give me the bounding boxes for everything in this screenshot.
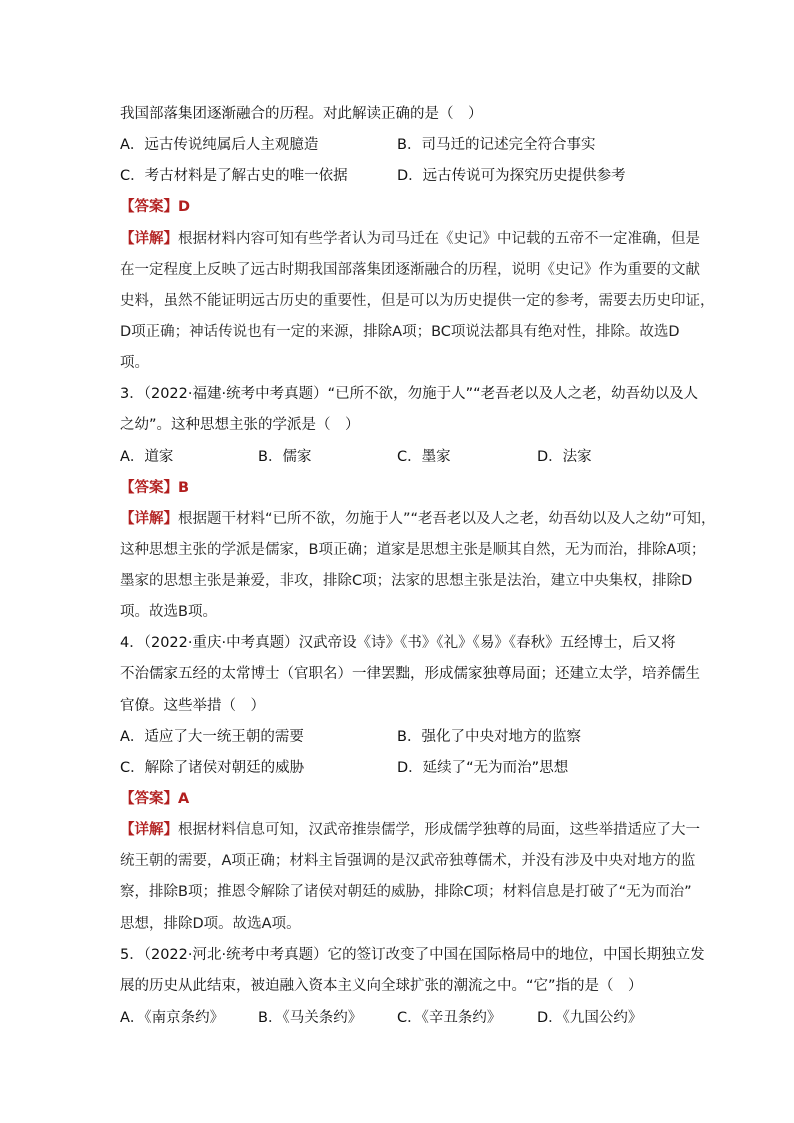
q4-answer-line	[120, 789, 680, 809]
q3-detail-line: 这种思想主张的学派是儒家，B项正确；道家是思想主张是顺其自然，无为而治，排除A项；	[120, 542, 706, 558]
q4-option-b: B．强化了中央对地方的监察	[397, 729, 581, 745]
q3-option-a: A．道家	[120, 449, 174, 465]
q4-detail-line: 统王朝的需要，A项正确；材料主旨强调的是汉武帝独尊儒术，并没有涉及中央对地方的监	[120, 853, 696, 869]
q3-detail-line: 【详解】根据题干材料“已所不欲，勿施于人”“老吾老以及人之老，幼吾幼以及人之幼”可知，	[120, 511, 716, 527]
q2-answer-line	[120, 197, 680, 217]
q3-option-b: B．儒家	[258, 449, 312, 465]
detail-tag: 【详解】	[120, 511, 178, 527]
q5-option-b: B．《马关条约》	[258, 1010, 363, 1026]
q3-option-c: C．墨家	[397, 449, 451, 465]
q2-option-b: B．司马迁的记述完全符合事实	[397, 137, 596, 153]
q3-stem-line: 3．（2022·福建·统考中考真题）“已所不欲，勿施于人”“老吾老以及人之老，幼吾幼以及人	[120, 386, 699, 402]
answer-tag: 【答案】	[120, 480, 178, 496]
q2-option-d: D．远古传说可为探究历史提供参考	[397, 168, 626, 184]
q2-stem-line: 我国部落集团逐渐融合的历程。对此解读正确的是（ ）	[120, 106, 483, 122]
q5-option-d: D．《九国公约》	[537, 1010, 643, 1026]
q2-detail-line: 史料，虽然不能证明远古历史的重要性，但是可以为历史提供一定的参考，需要去历史印证，	[120, 293, 715, 309]
q5-stem-line: 展的历史从此结束，被迫融入资本主义向全球扩张的潮流之中。“它”指的是（ ）	[120, 978, 643, 994]
q4-stem-line: 不治儒家五经的太常博士（官职名）一律罢黜，形成儒家独尊局面；还建立太学，培养儒生	[120, 666, 700, 682]
answer-tag: 【答案】	[120, 791, 178, 807]
q5-option-a: A．《南京条约》	[120, 1010, 225, 1026]
q3-option-d: D．法家	[537, 449, 592, 465]
q4-detail-line: 察，排除B项；推恩令解除了诸侯对朝廷的威胁，排除C项；材料信息是打破了“无为而治”	[120, 884, 692, 900]
answer-value: A	[178, 791, 190, 807]
q5-option-c: C．《辛丑条约》	[397, 1010, 502, 1026]
q2-detail-line: 在一定程度上反映了远古时期我国部落集团逐渐融合的历程，说明《史记》作为重要的文献	[120, 262, 700, 278]
detail-tag: 【详解】	[120, 822, 178, 838]
q4-detail-line: 思想，排除D项。故选A项。	[120, 916, 301, 932]
q4-stem-line: 4．（2022·重庆·中考真题）汉武帝设《诗》《书》《礼》《易》《春秋》五经博士，后又将	[120, 635, 676, 651]
q2-option-a: A．远古传说纯属后人主观臆造	[120, 137, 319, 153]
q2-detail-line: 【详解】根据材料内容可知有些学者认为司马迁在《史记》中记载的五帝不一定准确，但是	[120, 231, 700, 247]
detail-tag: 【详解】	[120, 231, 178, 247]
q2-detail-line: D项正确；神话传说也有一定的来源，排除A项；BC项说法都具有绝对性，排除。故选D	[120, 324, 680, 340]
q4-detail-line: 【详解】根据材料信息可知，汉武帝推崇儒学，形成儒学独尊的局面，这些举措适应了大一	[120, 822, 700, 838]
q4-stem-line: 官僚。这些举措（ ）	[120, 698, 265, 714]
q2-detail-line: 项。	[120, 355, 149, 371]
q5-stem-line: 5．（2022·河北·统考中考真题）它的签订改变了中国在国际格局中的地位，中国长期独立发	[120, 947, 705, 963]
q3-answer-line	[120, 478, 680, 498]
q2-option-c: C．考古材料是了解古史的唯一依据	[120, 168, 348, 184]
answer-value: D	[178, 199, 191, 215]
answer-value: B	[178, 480, 190, 496]
q4-option-a: A．适应了大一统王朝的需要	[120, 729, 304, 745]
q3-stem-line: 之幼”。这种思想主张的学派是（ ）	[120, 417, 360, 433]
q4-option-c: C．解除了诸侯对朝廷的威胁	[120, 760, 305, 776]
q4-option-d: D．延续了“无为而治”思想	[397, 760, 569, 776]
q3-detail-line: 墨家的思想主张是兼爱，非攻，排除C项；法家的思想主张是法治，建立中央集权，排除D	[120, 573, 693, 589]
answer-tag: 【答案】	[120, 199, 178, 215]
q3-detail-line: 项。故选B项。	[120, 604, 217, 620]
